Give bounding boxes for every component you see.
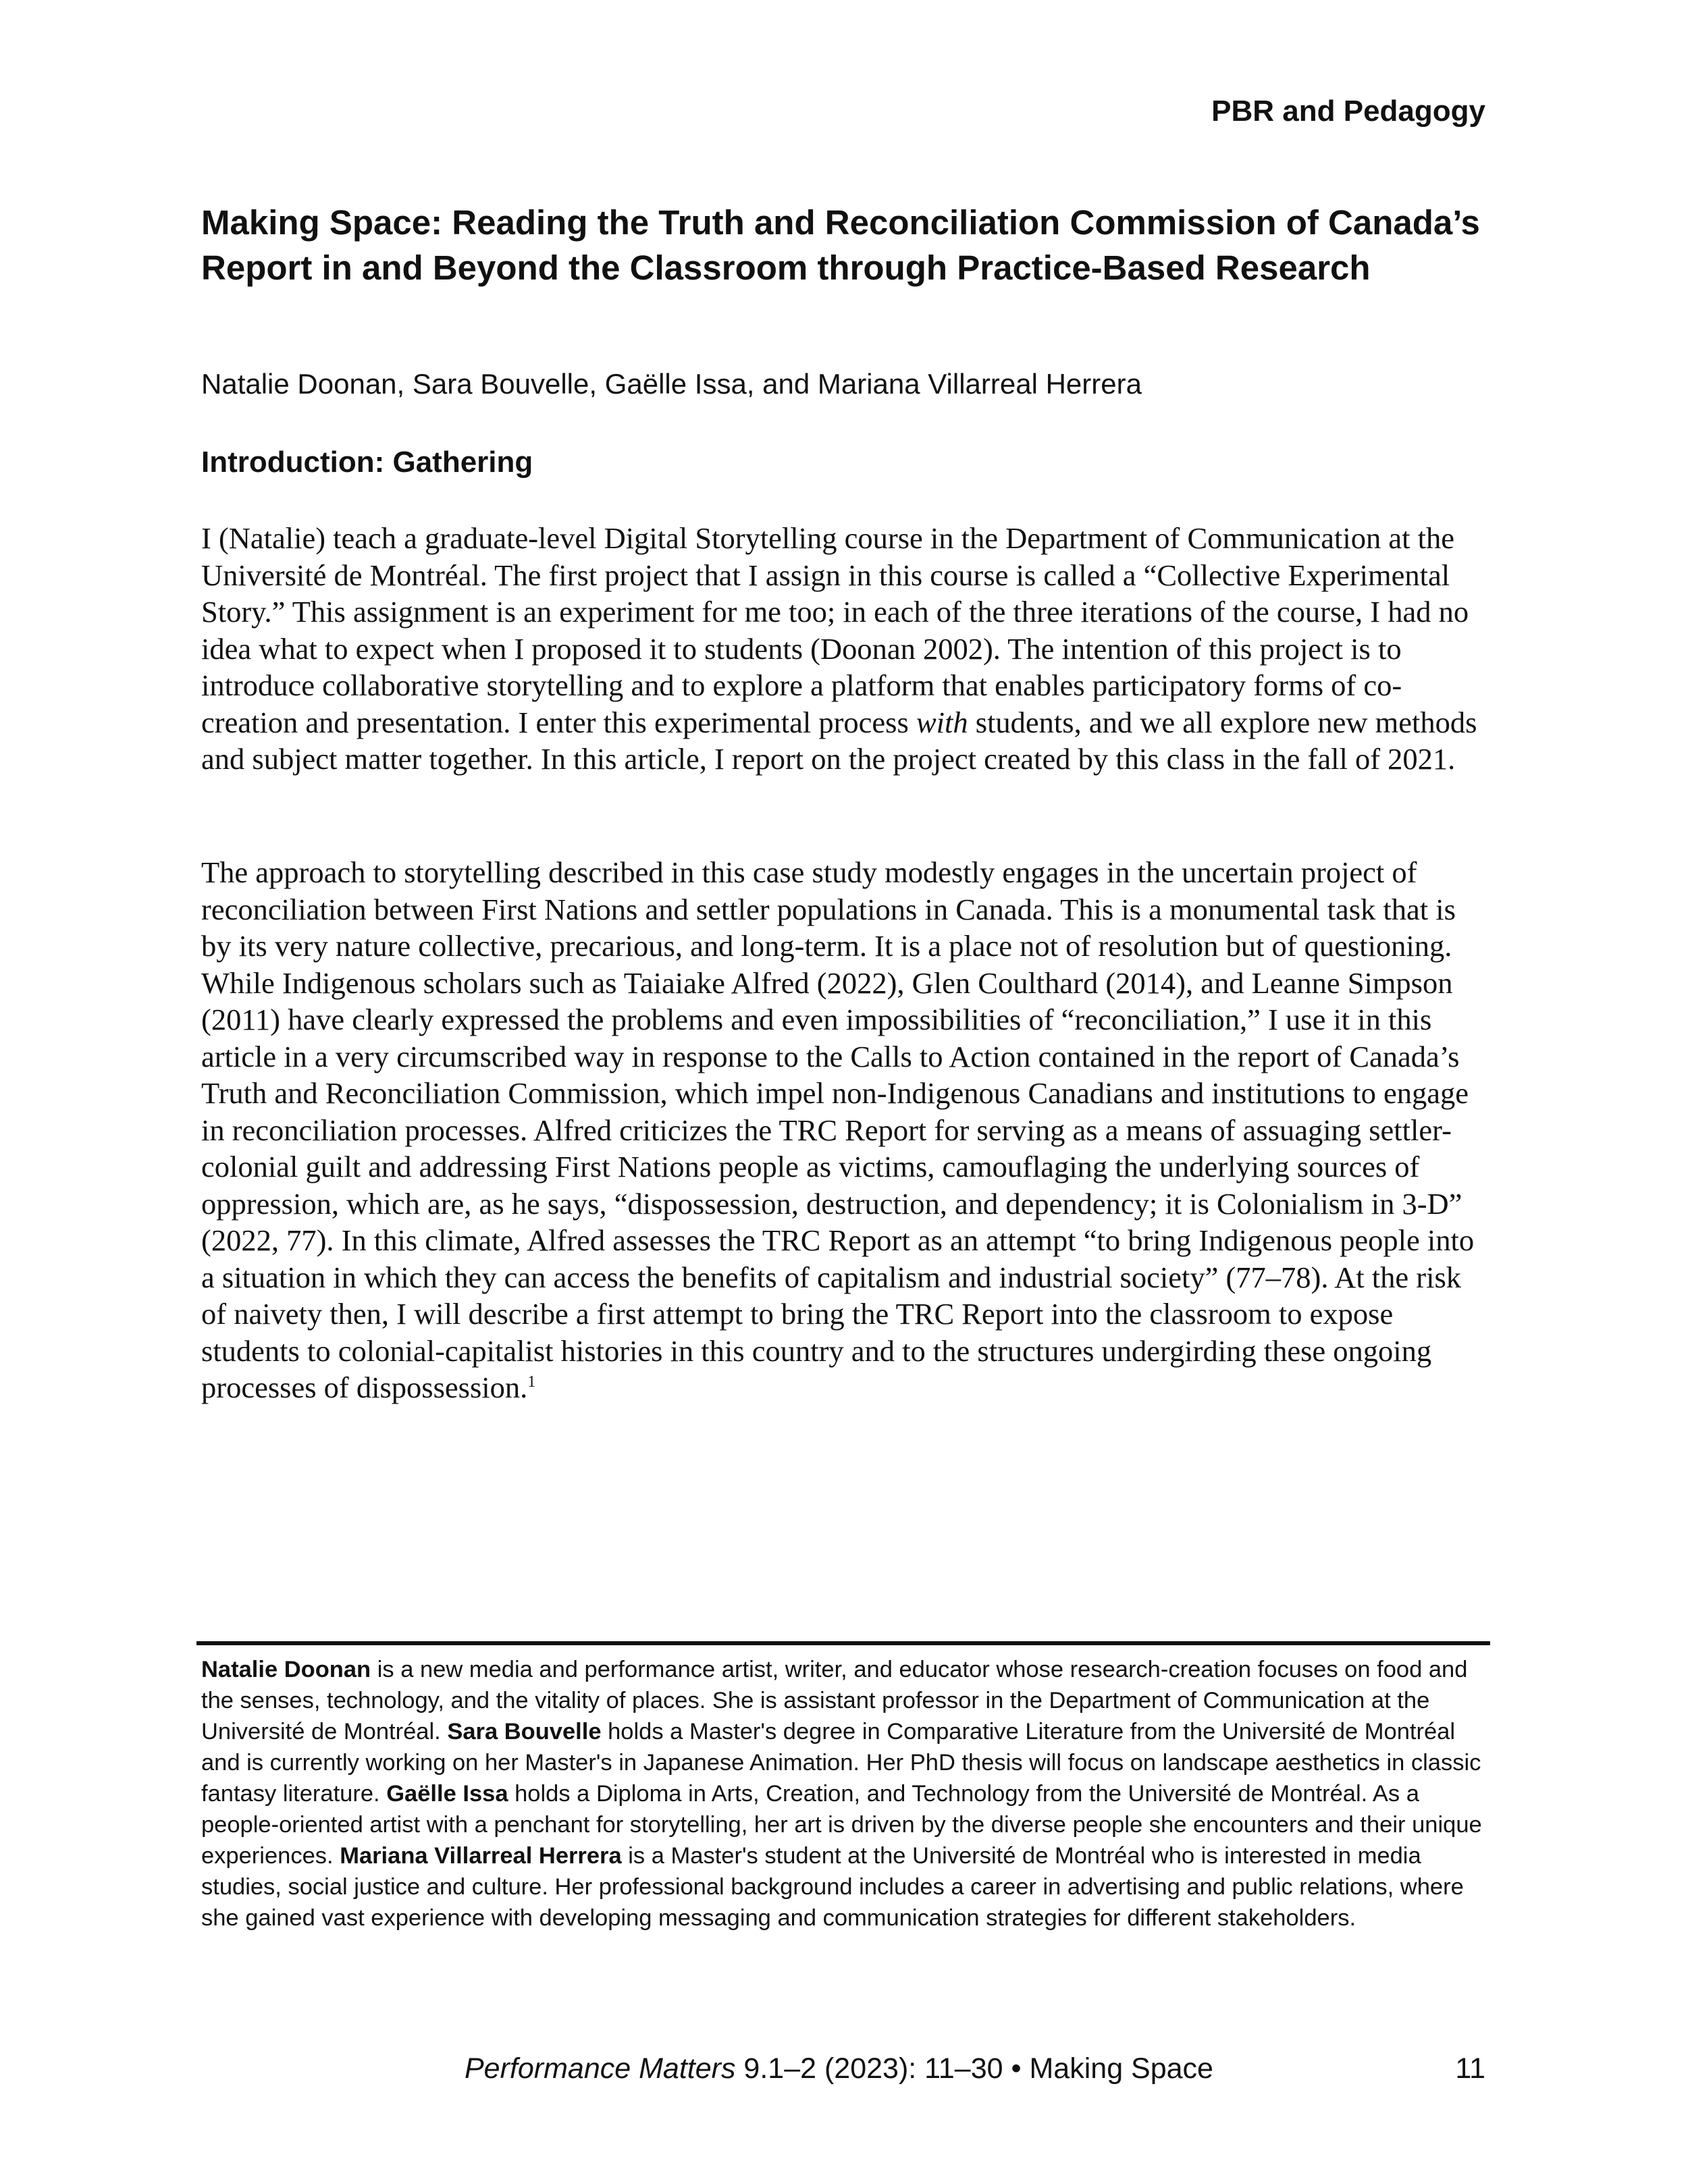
section-heading: Introduction: Gathering	[201, 446, 533, 479]
running-head: PBR and Pedagogy	[1211, 95, 1485, 128]
bio-text: is a Master's student at the Université de Montréal who is interested in media studies, social justice and culture. Her professional background includes a career in advertising and public relations, where she gained vast experience with developing messaging and communication strategies for different stakeholders.	[201, 1843, 1464, 1931]
bio-name-villarreal-herrera: Mariana Villarreal Herrera	[340, 1843, 622, 1869]
body-paragraph-1	[201, 520, 1491, 778]
bio-name-issa: Gaëlle Issa	[386, 1781, 508, 1807]
bio-name-bouvelle: Sara Bouvelle	[447, 1719, 602, 1744]
paragraph-text: students, and we all explore new methods and subject matter together. In this article, I report on the project created by this class in the fall of 2021.	[201, 705, 1477, 776]
bio-text: is a new media and performance artist, writer, and educator whose research-creation focuses on food and the senses, technology, and the vitality of places. She is assistant professor in the Department of Communication at the Université de Montréal.	[201, 1657, 1468, 1744]
citation: 9.1–2 (2023): 11–30 • Making Space	[735, 2052, 1213, 2085]
paragraph-text: The approach to storytelling described in this case study modestly engages in the uncertain project of reconciliation between First Nations and settler populations in Canada. This is a monumental task that is by its very nature collective, precarious, and long-term. It is a place not of resolution but of questioning. While Indigenous scholars such as Taiaiake Alfred (2022), Glen Coulthard (2014), and Leanne Simpson (2011) have clearly expressed the problems and even impossibilities of “reconciliation,” I use it in this article in a very circumscribed way in response to the Calls to Action contained in the report of Canada’s Truth and Reconciliation Commission, which impel non-Indigenous Canadians and institutions to engage in reconciliation processes. Alfred criticizes the TRC Report for serving as a means of assuaging settler-colonial guilt and addressing First Nations people as victims, camouflaging the underlying sources of oppression, which are, as he says, “dispossession, destruction, and dependency; it is Colonialism in 3-D” (2022, 77). In this climate, Alfred assesses the TRC Report as an attempt “to bring Indigenous people into a situation in which they can access the benefits of capitalism and industrial society” (77–78). At the risk of naivety then, I will describe a first attempt to bring the TRC Report into the classroom to expose students to colonial-capitalist histories in this country and to the structures undergirding these ongoing processes of dispossession.	[201, 855, 1475, 1404]
bio-text: holds a Master's degree in Comparative Literature from the Université de Montréal and is currently working on her Master's in Japanese Animation. Her PhD thesis will focus on landscape aesthetics in classic fantasy literature.	[201, 1719, 1481, 1807]
bio-text: holds a Diploma in Arts, Creation, and Technology from the Université de Montréal. As a people-oriented artist with a penchant for storytelling, her art is driven by the diverse people she encounters and their unique experiences.	[201, 1781, 1482, 1869]
article-title: Making Space: Reading the Truth and Reconciliation Commission of Canada’s Report in and Beyond the Classroom through Practice-Based Research	[201, 203, 1480, 287]
author-bios	[201, 1654, 1498, 1934]
bio-name-doonan: Natalie Doonan	[201, 1657, 371, 1682]
bio-divider	[196, 1641, 1490, 1645]
author-list: Natalie Doonan, Sara Bouvelle, Gaëlle Issa, and Mariana Villarreal Herrera	[201, 368, 1142, 400]
journal-title: Performance Matters	[465, 2052, 736, 2085]
body-paragraph-2	[201, 854, 1491, 1406]
paragraph-text: I (Natalie) teach a graduate-level Digital Storytelling course in the Department of Communication at the Université de Montréal. The first project that I assign in this course is called a “Collective Experimental Story.” This assignment is an experiment for me too; in each of the three iterations of the course, I had no idea what to expect when I proposed it to students (Doonan 2002). The intention of this project is to introduce collaborative storytelling and to explore a platform that enables participatory forms of co-creation and presentation. I enter this experimental process	[201, 521, 1469, 739]
emphasis-text: with	[916, 705, 968, 739]
footnote-marker[interactable]: 1	[527, 1373, 536, 1391]
page-number: 11	[1455, 2052, 1485, 2085]
page-footer	[465, 2052, 1213, 2085]
